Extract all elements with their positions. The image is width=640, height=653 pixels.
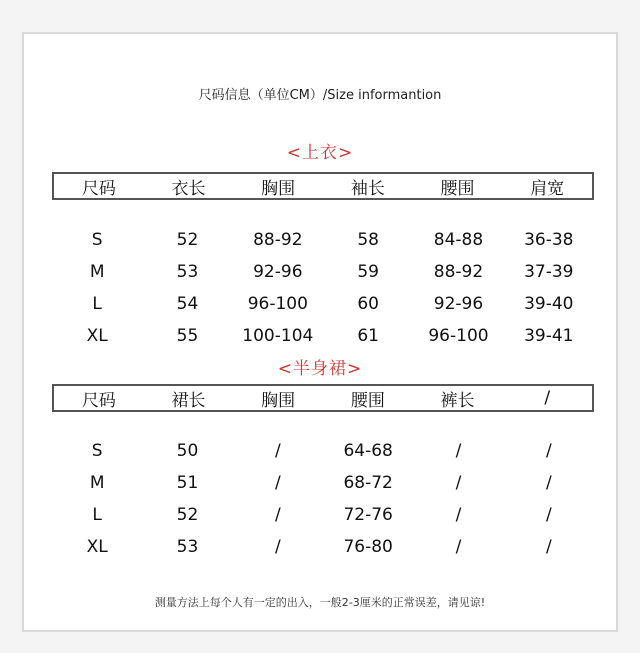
table-cell: 88-92 xyxy=(253,230,303,250)
table-cell: L xyxy=(92,294,102,314)
table-cell: 36-38 xyxy=(524,230,574,250)
table-cell: 92-96 xyxy=(253,262,303,282)
table-cell: 55 xyxy=(176,326,199,346)
table-cell: / xyxy=(455,441,462,461)
table-cell: / xyxy=(274,505,281,525)
table-cell: 64-68 xyxy=(343,441,393,461)
column-header: 衣长 xyxy=(171,178,206,199)
table-cell: 54 xyxy=(176,294,199,314)
column-header: 尺码 xyxy=(81,390,116,411)
column-header: 胸围 xyxy=(261,390,296,411)
table-cell: / xyxy=(274,473,281,493)
table-cell: 39-41 xyxy=(524,326,574,346)
table-cell: / xyxy=(455,537,462,557)
table-cell: / xyxy=(274,441,281,461)
column-header: 裤长 xyxy=(440,390,475,411)
table-cell: S xyxy=(91,441,103,461)
table-cell: 60 xyxy=(357,294,379,314)
table-cell: 51 xyxy=(176,473,199,493)
table-cell: 72-76 xyxy=(343,505,393,525)
table-row xyxy=(52,502,594,528)
table-cell: XL xyxy=(86,537,108,557)
table-cell: 53 xyxy=(176,537,199,557)
table-cell: 50 xyxy=(176,441,199,461)
table-cell: 53 xyxy=(176,262,199,282)
table-cell: / xyxy=(545,473,552,493)
table-cell: 96-100 xyxy=(428,326,489,346)
table-cell: / xyxy=(274,537,281,557)
table-cell: M xyxy=(89,262,105,282)
table-cell: 58 xyxy=(357,230,379,250)
table-row xyxy=(52,470,594,496)
skirt-section-title: <半身裙> xyxy=(277,359,363,379)
table-cell: / xyxy=(455,473,462,493)
table-row xyxy=(52,438,594,464)
table-cell: / xyxy=(455,505,462,525)
table-row xyxy=(52,259,594,285)
column-header: 裙长 xyxy=(171,390,206,411)
table-cell: / xyxy=(545,505,552,525)
column-header: 腰围 xyxy=(440,178,475,199)
table-cell: L xyxy=(92,505,102,525)
table-cell: 68-72 xyxy=(343,473,393,493)
table-row xyxy=(52,323,594,349)
top-table-header xyxy=(52,172,594,200)
table-cell: / xyxy=(545,441,552,461)
skirt-table-header xyxy=(52,384,594,412)
page-title: 尺码信息（单位CM）/Size informantion xyxy=(198,88,442,103)
table-cell: 88-92 xyxy=(433,262,484,282)
table-cell: 76-80 xyxy=(343,537,393,557)
column-header: 袖长 xyxy=(350,178,385,199)
table-cell: 52 xyxy=(176,505,199,525)
table-row xyxy=(52,534,594,560)
table-cell: 92-96 xyxy=(433,294,484,314)
column-header: 尺码 xyxy=(81,178,116,199)
table-row xyxy=(52,291,594,317)
table-cell: 59 xyxy=(357,262,379,282)
measurement-note: 测量方法上每个人有一定的出入，一般2-3厘米的正常误差，请见谅! xyxy=(154,596,486,609)
column-header: / xyxy=(544,388,551,408)
table-cell: 100-104 xyxy=(242,326,314,346)
table-cell: 39-40 xyxy=(524,294,574,314)
table-row xyxy=(52,227,594,253)
table-cell: 84-88 xyxy=(433,230,484,250)
table-cell: 52 xyxy=(176,230,199,250)
column-header: 胸围 xyxy=(261,178,296,199)
column-header: 腰围 xyxy=(350,390,385,411)
table-cell: 96-100 xyxy=(247,294,308,314)
table-cell: M xyxy=(89,473,105,493)
column-header: 肩宽 xyxy=(530,178,565,199)
table-cell: XL xyxy=(86,326,108,346)
table-cell: 61 xyxy=(357,326,379,346)
size-chart-card xyxy=(22,32,618,632)
top-section-title: <上衣> xyxy=(286,143,354,163)
table-cell: S xyxy=(91,230,103,250)
table-cell: / xyxy=(545,537,552,557)
table-cell: 37-39 xyxy=(524,262,574,282)
